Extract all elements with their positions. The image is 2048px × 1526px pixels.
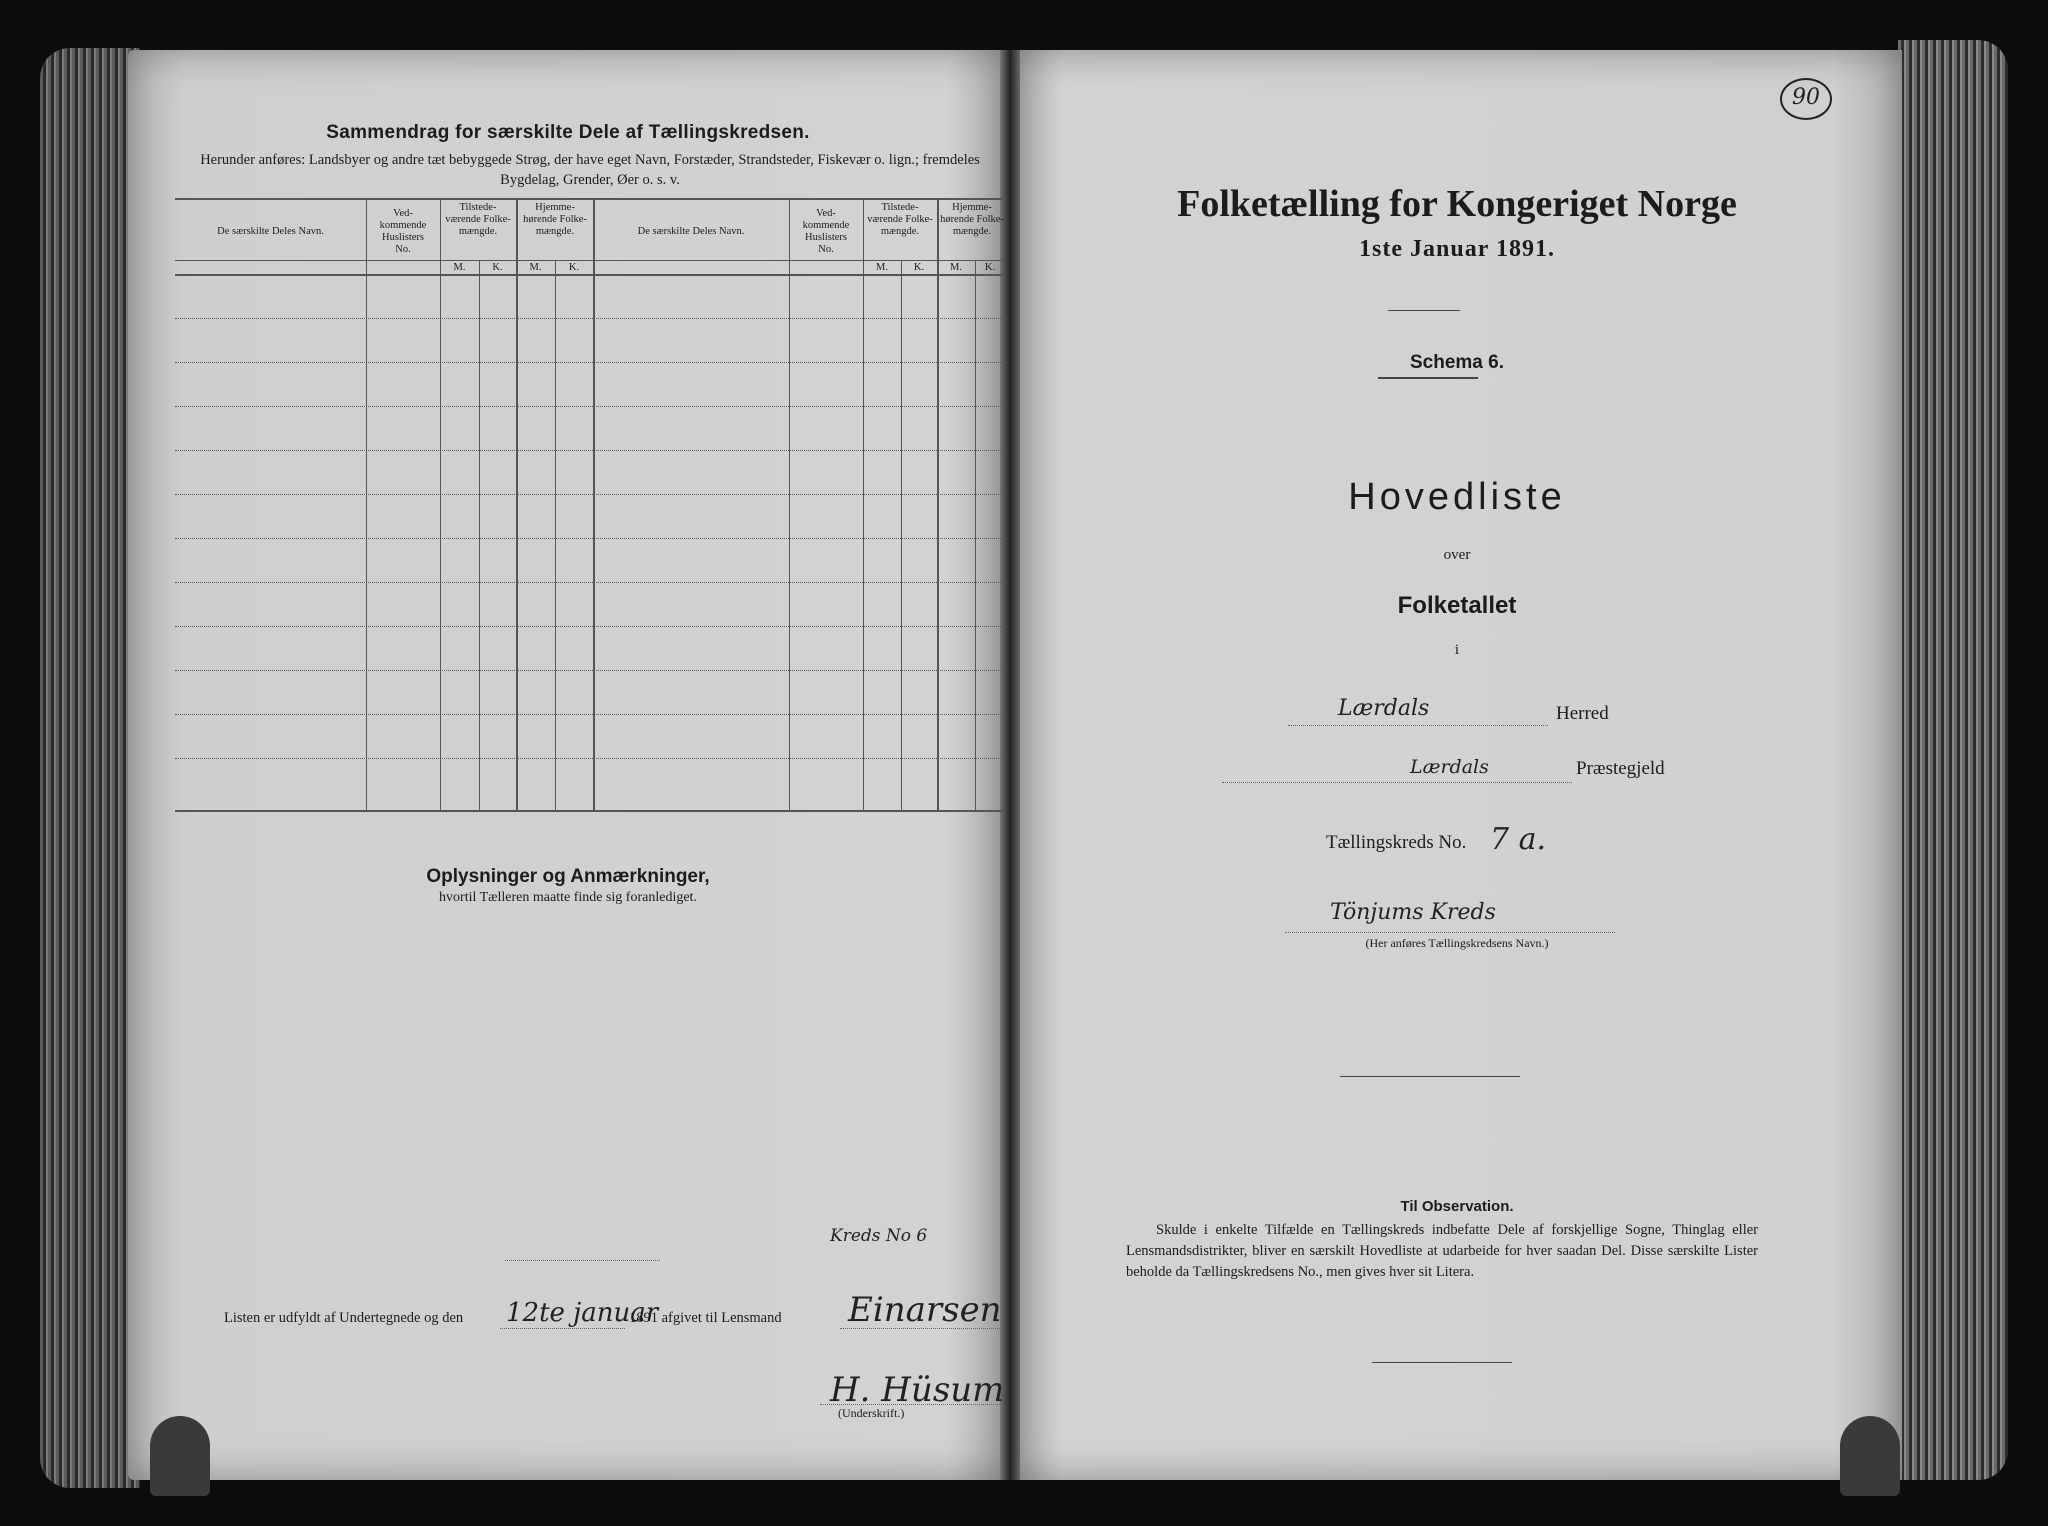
hovedliste-heading: Hovedliste [1348,476,1566,518]
page-clip-right [1840,1416,1900,1496]
handwritten-kreds-note: Kreds No 6 [830,1226,928,1246]
census-title: Folketælling for Kongeriget Norge [1177,183,1737,225]
footer-year-text: 1891 afgivet til Lensmand [629,1310,782,1326]
col-header-huslister: Ved-kommende Huslisters No. [379,208,427,255]
col-header-hjemme: Hjemme-hørende Folke-mængde. [940,202,1004,237]
kreds-label: Tællingskreds No. [1326,832,1467,853]
kreds-name-caption: (Her anføres Tællingskredsens Navn.) [1365,936,1549,950]
col-header-huslister: Ved-kommende Huslisters No. [802,208,850,255]
dotted-line [1288,725,1548,726]
page-clip-left [150,1416,210,1496]
dotted-line [505,1260,660,1261]
folio-number: 90 [1780,78,1832,120]
notes-subtitle: hvortil Tælleren maatte finde sig foranlediget. [439,890,697,905]
herred-label: Herred [1556,703,1609,724]
footer-prefix: Listen er udfyldt af Undertegnede og den [224,1310,464,1326]
dotted-line [1285,932,1615,933]
observation-text: Skulde i enkelte Tilfælde en Tællingskreds indbefatte Dele af forskjellige Sogne, Thinglag eller Lensmandsdistrikter, bliver en særskilt Hovedliste at udarbeide for hver saadan Del. Disse særskilte Lister beholde da Tællingskredsens No., men gives hver sit Litera. [1126,1222,1758,1280]
footer-date-handwritten: 12te januar [506,1298,659,1328]
divider-rule [1388,310,1460,311]
col-header-m: M. [529,262,542,273]
census-date: 1ste Januar 1891. [1359,236,1555,262]
notes-title: Oplysninger og Anmærkninger, [426,866,710,887]
schema-underline [1378,377,1478,379]
divider-rule [1372,1362,1512,1363]
col-header-k: K. [492,262,503,273]
herred-handwritten: Lærdals [1338,696,1430,721]
book-edge-right [1898,40,2008,1480]
folketallet-heading: Folketallet [1397,592,1517,619]
kreds-number-handwritten: 7 a. [1490,822,1547,857]
col-header-m: M. [950,262,962,273]
observation-title: Til Observation. [1400,1198,1514,1215]
col-header-tilstede: Tilstede-værende Folke-mængde. [445,202,511,237]
signature-handwritten: H. Hüsum [830,1370,1005,1410]
dotted-line [820,1404,1000,1405]
i-label: i [1454,642,1460,658]
prestegjeld-label: Præstegjeld [1576,758,1665,779]
summary-table [175,198,1005,810]
over-label: over [1443,547,1471,563]
signature-label: (Underskrift.) [838,1406,905,1420]
schema-label: Schema 6. [1410,352,1504,373]
col-header-m: M. [453,262,466,273]
dotted-line [500,1328,625,1329]
kreds-name-handwritten: Tönjums Kreds [1330,900,1496,925]
prestegjeld-handwritten: Lærdals [1410,756,1489,778]
col-header-tilstede: Tilstede-værende Folke-mængde. [867,202,933,237]
col-header-hjemme: Hjemme-hørende Folke-mængde. [523,202,587,237]
summary-subtitle: Herunder anføres: Landsbyer og andre tæt bebyggede Strøg, der have eget Navn, Forstæder, Strandsteder, Fiskevær o. lign.; fremdeles Bygdelag, Grender, Øer o. s. v. [200,152,980,188]
col-header-k: K. [568,262,580,273]
col-header-k: K. [913,262,925,273]
dotted-line [1222,782,1572,783]
summary-title: Sammendrag for særskilte Dele af Tællingskredsen. [326,122,810,143]
col-header-name: De særskilte Deles Navn. [637,226,745,237]
footer-lensmand-handwritten: Einarsen [848,1290,1002,1330]
divider-rule [1340,1076,1520,1077]
book-edge-left [40,48,140,1488]
col-header-name: De særskilte Deles Navn. [217,226,324,237]
col-header-m: M. [876,262,888,273]
dotted-line [840,1328,1000,1329]
col-header-k: K. [984,262,996,273]
